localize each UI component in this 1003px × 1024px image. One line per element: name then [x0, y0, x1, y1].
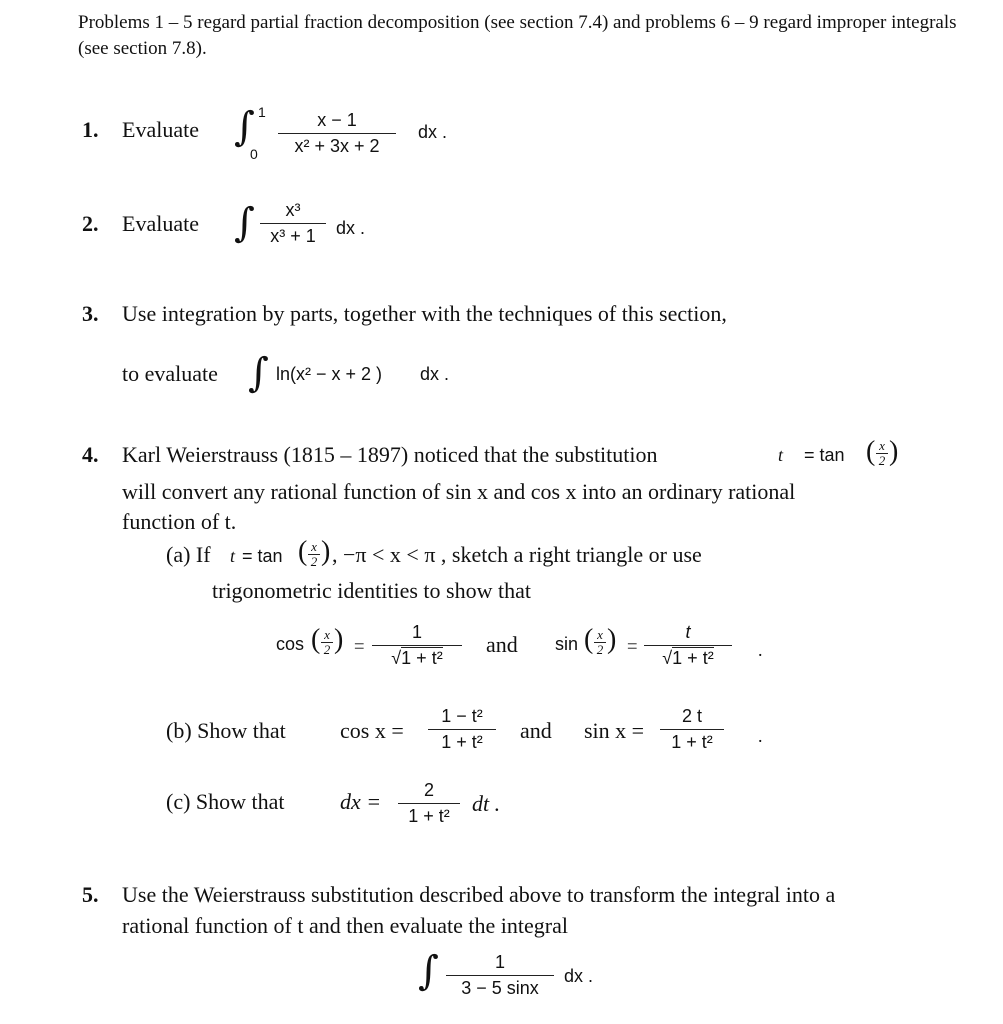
- problem-5-line2: rational function of t and then evaluate the integral: [122, 913, 568, 938]
- integral-lower-limit: 0: [250, 146, 258, 162]
- problem-5-dx: dx .: [564, 966, 594, 986]
- problem-3-number: 3.: [82, 301, 99, 326]
- problem-3-line1: Use integration by parts, together with the techniques of this section,: [122, 301, 727, 326]
- numerator: x: [324, 627, 330, 642]
- left-paren: (: [584, 624, 594, 655]
- part-b-label: (b) Show that: [166, 718, 286, 743]
- fraction-bar: [372, 645, 462, 646]
- fraction-bar: [260, 223, 326, 224]
- denominator: 2: [596, 642, 604, 657]
- sqrt-symbol: √: [391, 648, 402, 668]
- part-a-line2: trigonometric identities to show that: [212, 578, 531, 603]
- integral-sign: ∫: [234, 200, 255, 246]
- integral-sign: ∫: [234, 104, 255, 150]
- part-a-t: t: [230, 546, 236, 566]
- problem-4-line1: Karl Weierstrauss (1815 – 1897) noticed that the substitution: [122, 442, 658, 467]
- part-c-dt: dt .: [472, 791, 501, 816]
- denominator: [372, 648, 462, 669]
- part-b-cos-fraction: [428, 706, 496, 753]
- problem-3-line2: to evaluate: [122, 361, 218, 386]
- radicand: 1 + t²: [401, 648, 443, 668]
- denominator: x² + 3x + 2: [294, 136, 380, 156]
- substitution-half-angle: [876, 440, 888, 467]
- problem-1-verb: Evaluate: [122, 117, 199, 142]
- right-paren: ): [334, 624, 344, 655]
- numerator: 1: [494, 952, 505, 972]
- denominator: 2: [878, 453, 886, 468]
- problem-3-dx: dx .: [420, 364, 450, 384]
- part-c-dx: dx =: [340, 789, 382, 814]
- numerator: x: [879, 438, 885, 453]
- period: .: [758, 640, 763, 660]
- denominator: 3 − 5 sinx: [461, 978, 539, 998]
- right-paren: ): [889, 436, 899, 467]
- sin-fraction: [644, 622, 732, 669]
- numerator: x: [311, 539, 317, 554]
- integral-upper-limit: 1: [258, 104, 266, 120]
- left-paren: (: [311, 624, 321, 655]
- part-a-tan: = tan: [242, 546, 283, 566]
- part-b-sin-fraction: [660, 706, 724, 753]
- right-paren: ): [607, 624, 617, 655]
- fraction-bar: [446, 975, 554, 976]
- part-b-sin: sin x =: [584, 718, 645, 743]
- numerator: 1 − t²: [441, 706, 483, 726]
- and-text: and: [520, 718, 552, 743]
- cos-fraction: [372, 622, 462, 669]
- sin-half-angle: [594, 629, 606, 656]
- problem-1-dx: dx .: [418, 122, 448, 142]
- fraction-bar: [644, 645, 732, 646]
- denominator: 1 + t²: [671, 732, 713, 752]
- fraction-bar: [398, 803, 460, 804]
- problem-3-integrand: ln(x² − x + 2 ): [276, 364, 383, 384]
- sqrt-symbol: √: [662, 648, 673, 668]
- integral-sign: ∫: [418, 948, 439, 994]
- radicand: 1 + t²: [672, 648, 714, 668]
- left-paren: (: [866, 436, 876, 467]
- left-paren: (: [298, 536, 308, 567]
- problem-5-number: 5.: [82, 882, 99, 907]
- fraction-bar: [278, 133, 396, 134]
- substitution-t: t: [778, 445, 784, 465]
- problem-2-number: 2.: [82, 211, 99, 236]
- integral-sign: ∫: [248, 350, 269, 396]
- denominator: 2: [323, 642, 331, 657]
- equals-sign: =: [627, 636, 638, 656]
- denominator: x³ + 1: [270, 226, 316, 246]
- problem-2-verb: Evaluate: [122, 211, 199, 236]
- intro-text: Problems 1 – 5 regard partial fraction decomposition (see section 7.4) and problems 6 – 9 regard improper integrals (see section 7.8).: [78, 12, 957, 59]
- numerator: 1: [411, 622, 422, 642]
- problem-5-fraction: [446, 952, 554, 999]
- problem-4-line2: will convert any rational function of sin x and cos x into an ordinary rational: [122, 479, 796, 504]
- part-a-half-angle: [308, 541, 320, 568]
- denominator: 2: [310, 554, 318, 569]
- denominator: [644, 648, 732, 669]
- problem-1-number: 1.: [82, 117, 99, 142]
- problem-4-line3: function of t.: [122, 509, 237, 534]
- problem-4-number: 4.: [82, 442, 99, 467]
- numerator: x − 1: [317, 110, 357, 130]
- period: .: [758, 726, 763, 746]
- sin-label: sin: [555, 634, 579, 654]
- cos-label: cos: [276, 634, 305, 654]
- equals-sign: =: [354, 636, 365, 656]
- numerator: 2: [423, 780, 434, 800]
- denominator: 1 + t²: [441, 732, 483, 752]
- numerator: t: [685, 622, 691, 642]
- part-c-fraction: [398, 780, 460, 827]
- fraction-bar: [660, 729, 724, 730]
- numerator: 2 t: [681, 706, 702, 726]
- numerator: x³: [285, 200, 301, 220]
- right-paren: ): [321, 536, 331, 567]
- problem-2-fraction: [260, 200, 326, 247]
- part-c-label: (c) Show that: [166, 789, 285, 814]
- fraction-bar: [428, 729, 496, 730]
- problem-1-fraction: [278, 110, 396, 157]
- part-b-cos: cos x =: [340, 718, 404, 743]
- part-a-range: , −π < x < π , sketch a right triangle or use: [332, 542, 702, 567]
- problem-5-line1: Use the Weierstrauss substitution described above to transform the integral into a: [122, 882, 836, 907]
- part-a-label: (a) If: [166, 542, 211, 567]
- numerator: x: [597, 627, 603, 642]
- denominator: 1 + t²: [408, 806, 450, 826]
- cos-half-angle: [321, 629, 333, 656]
- and-text: and: [486, 632, 518, 657]
- substitution-tan: = tan: [804, 445, 845, 465]
- problem-2-dx: dx .: [336, 218, 366, 238]
